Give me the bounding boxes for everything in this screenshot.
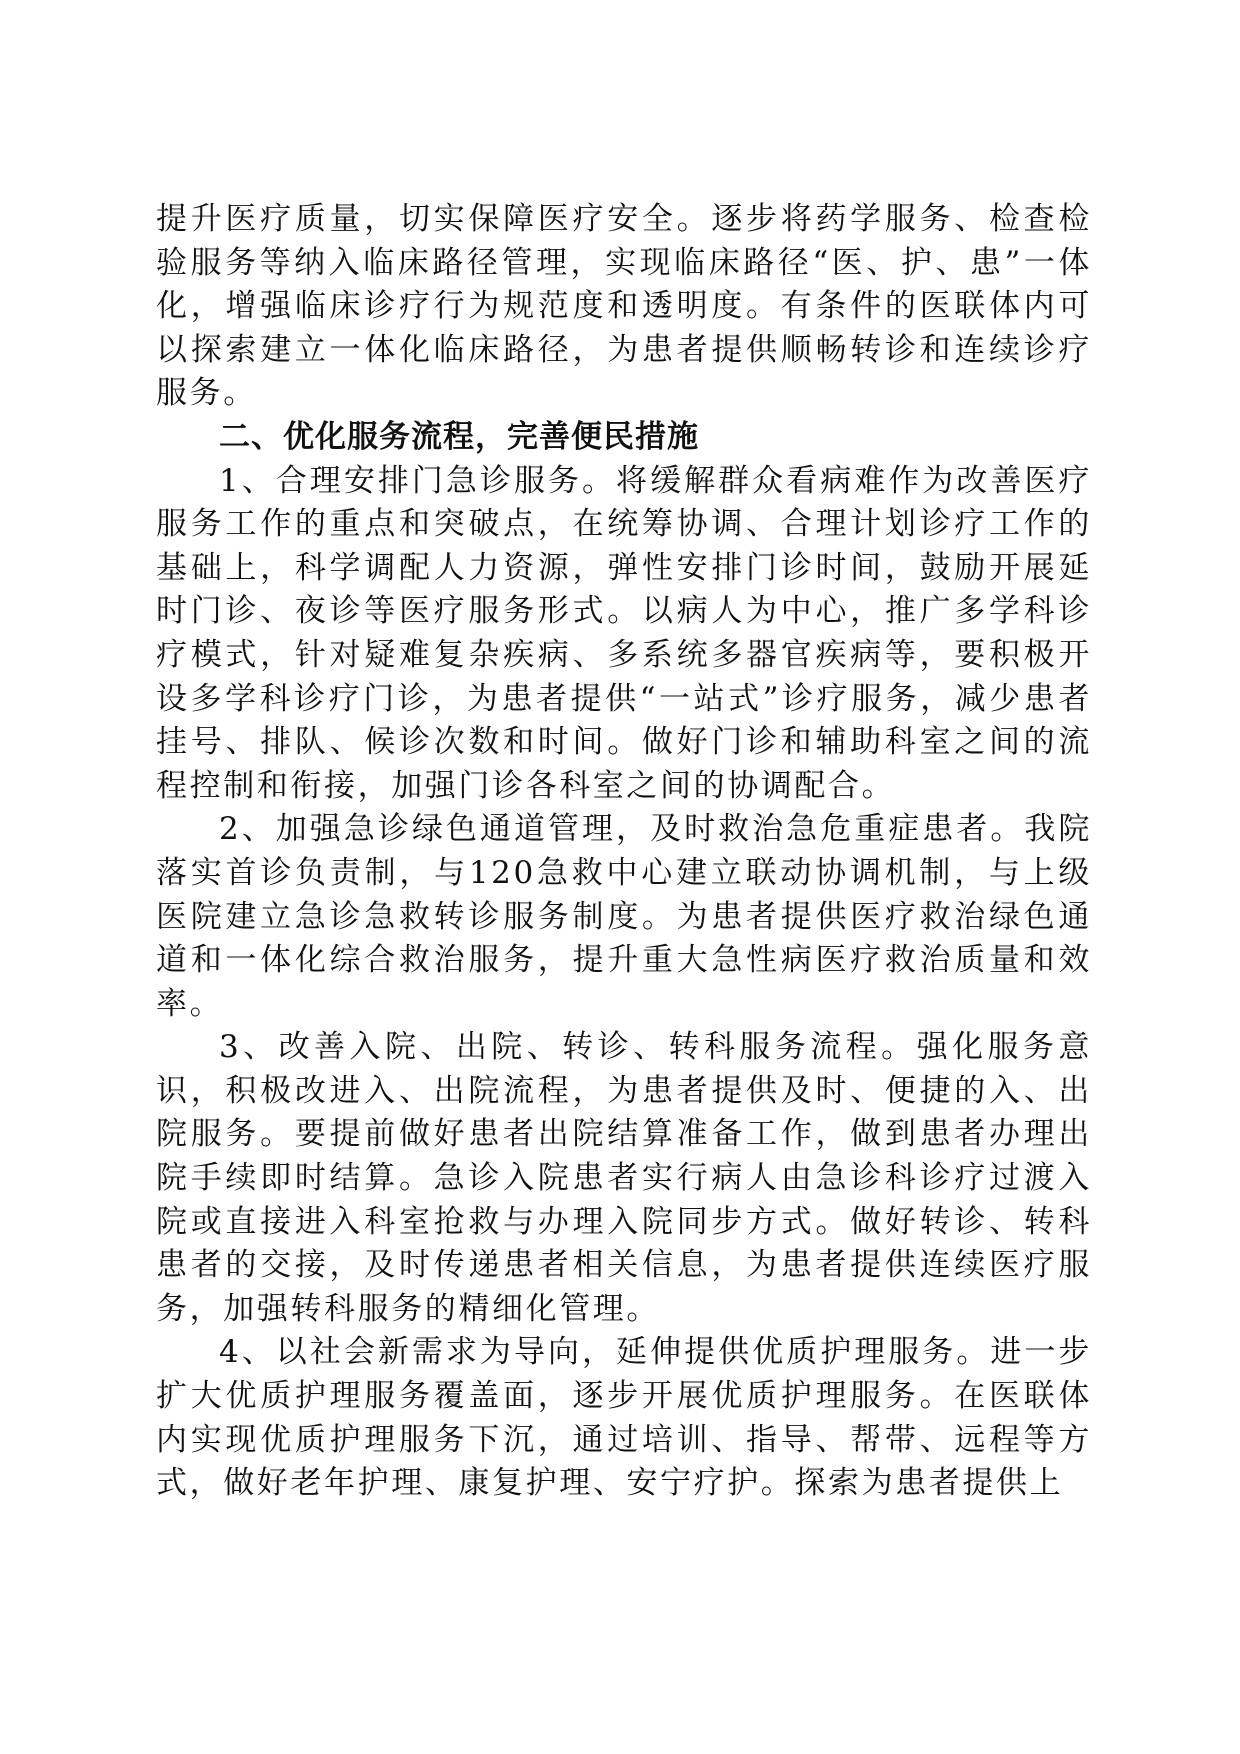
section-heading: 二、优化服务流程，完善便民措施: [219, 418, 699, 455]
document-body: [156, 198, 1092, 1506]
paragraph-item-2: 2、加强急诊绿色通道管理，及时救治急危重症患者。我院落实首诊负责制，与120急救中心建立联动协调机制，与上级医院建立急诊急救转诊服务制度。为患者提供医疗救治绿色通道和一体化综合救治服务，提升重大急性病医疗救治质量和效率。: [156, 811, 1092, 1022]
paragraph-item-3: 3、改善入院、出院、转诊、转科服务流程。强化服务意识，积极改进入、出院流程，为患者提供及时、便捷的入、出院服务。要提前做好患者出院结算准备工作，做到患者办理出院手续即时结算。急诊入院患者实行病人由急诊科诊疗过渡入院或直接进入科室抢救与办理入院同步方式。做好转诊、转科患者的交接，及时传递患者相关信息，为患者提供连续医疗服务，加强转科服务的精细化管理。: [156, 1029, 1092, 1327]
paragraph-item-4: 4、以社会新需求为导向，延伸提供优质护理服务。进一步扩大优质护理服务覆盖面，逐步开展优质护理服务。在医联体内实现优质护理服务下沉，通过培训、指导、帮带、远程等方式，做好老年护理、康复护理、安宁疗护。探索为患者提供上: [156, 1334, 1092, 1502]
paragraph-item-1: 1、合理安排门急诊服务。将缓解群众看病难作为改善医疗服务工作的重点和突破点，在统筹协调、合理计划诊疗工作的基础上，科学调配人力资源，弹性安排门诊时间，鼓励开展延时门诊、夜诊等医疗服务形式。以病人为中心，推广多学科诊疗模式，针对疑难复杂疾病、多系统多器官疾病等，要积极开设多学科诊疗门诊，为患者提供“一站式”诊疗服务，减少患者挂号、排队、候诊次数和时间。做好门诊和辅助科室之间的流程控制和衔接，加强门诊各科室之间的协调配合。: [156, 462, 1092, 804]
paragraph-continuation: 提升医疗质量，切实保障医疗安全。逐步将药学服务、检查检验服务等纳入临床路径管理，实现临床路径“医、护、患”一体化，增强临床诊疗行为规范度和透明度。有条件的医联体内可以探索建立一体化临床路径，为患者提供顺畅转诊和连续诊疗服务。: [156, 201, 1092, 412]
